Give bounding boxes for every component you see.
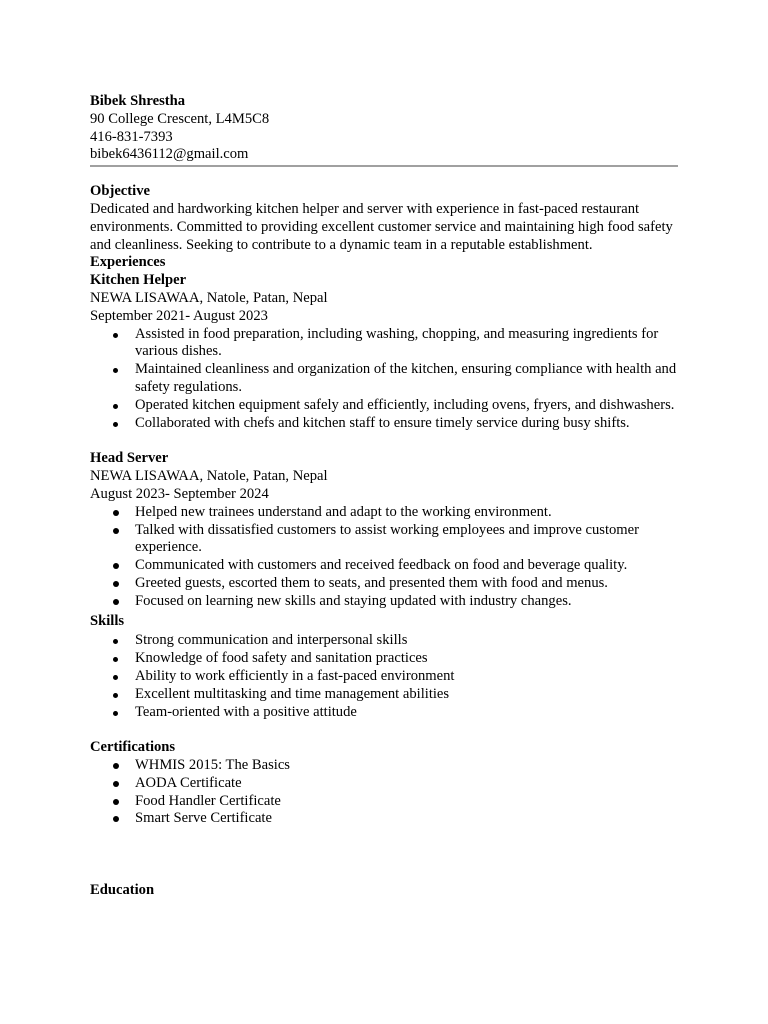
list-item: Maintained cleanliness and organization of the kitchen, ensuring compliance with health and safety regulations. [90,361,678,397]
bullet-icon [113,781,119,787]
list-item: Excellent multitasking and time management abilities [90,686,678,704]
applicant-address: 90 College Crescent, L4M5C8 [90,110,270,127]
objective-text: Dedicated and hardworking kitchen helper and server with experience in fast-paced restaurant environments. Committed to providing excellent customer service and maintaining high food safety and cleanliness. Seeking to contribute to a dynamic team in a reputable establishment. [90,200,673,253]
bullet-icon [113,799,119,805]
certifications-heading: Certifications [90,739,176,756]
experiences-heading: Experiences [90,254,166,271]
list-item: WHMIS 2015: The Basics [90,757,678,775]
applicant-phone: 416-831-7393 [90,128,173,145]
education-section [90,882,678,900]
list-item: Team-oriented with a positive attitude [90,704,678,722]
list-item: Smart Serve Certificate [90,810,678,828]
bullet-icon [113,816,119,822]
resume-page [90,93,678,900]
job-dates: August 2023- September 2024 [90,485,269,502]
skills-heading: Skills [90,612,125,629]
bullet-icon [113,422,118,427]
bullet-icon [113,528,119,534]
bullet-icon [113,657,118,662]
bullet-icon [113,510,119,516]
bullet-icon [113,675,118,680]
objective-section [90,183,678,254]
bullet-icon [113,563,119,569]
job-employer: NEWA LISAWAA, Natole, Patan, Nepal [90,468,328,485]
list-item: Focused on learning new skills and staying updated with industry changes. [90,593,678,611]
list-item: Knowledge of food safety and sanitation practices [90,650,678,668]
job-duties-list [90,504,678,611]
bullet-icon [113,639,118,644]
list-item: Operated kitchen equipment safely and efficiently, including ovens, fryers, and dishwashers. [90,397,678,415]
bullet-icon [113,711,118,716]
applicant-email: bibek6436112@gmail.com [90,146,249,163]
education-heading: Education [90,882,155,899]
bullet-icon [113,368,118,373]
bullet-icon [113,693,118,698]
certifications-section [90,739,678,828]
list-item: Collaborated with chefs and kitchen staff to ensure timely service during busy shifts. [90,415,678,433]
experiences-section [90,254,678,610]
list-item: Talked with dissatisfied customers to assist working employees and improve customer experience. [90,522,678,558]
contact-block [90,93,678,167]
job-duties-list [90,326,678,433]
bullet-icon [113,581,119,587]
applicant-name: Bibek Shrestha [90,93,186,109]
job-entry-head-server [90,450,678,610]
certifications-list [90,757,678,828]
list-item: AODA Certificate [90,775,678,793]
list-item: Food Handler Certificate [90,793,678,811]
list-item: Assisted in food preparation, including washing, chopping, and measuring ingredients for various dishes. [90,326,678,362]
list-item: Ability to work efficiently in a fast-paced environment [90,668,678,686]
bullet-icon [113,333,118,338]
skills-section [90,613,678,722]
bullet-icon [113,404,118,409]
bullet-icon [113,763,119,769]
job-entry-kitchen-helper [90,272,678,432]
job-employer: NEWA LISAWAA, Natole, Patan, Nepal [90,289,328,306]
list-item: Greeted guests, escorted them to seats, and presented them with food and menus. [90,575,678,593]
skills-list [90,632,678,721]
job-title: Head Server [90,450,169,467]
bullet-icon [113,599,119,605]
job-title: Kitchen Helper [90,272,187,289]
objective-heading: Objective [90,183,150,200]
job-dates: September 2021- August 2023 [90,307,268,324]
list-item: Communicated with customers and received feedback on food and beverage quality. [90,557,678,575]
list-item: Strong communication and interpersonal skills [90,632,678,650]
list-item: Helped new trainees understand and adapt to the working environment. [90,504,678,522]
